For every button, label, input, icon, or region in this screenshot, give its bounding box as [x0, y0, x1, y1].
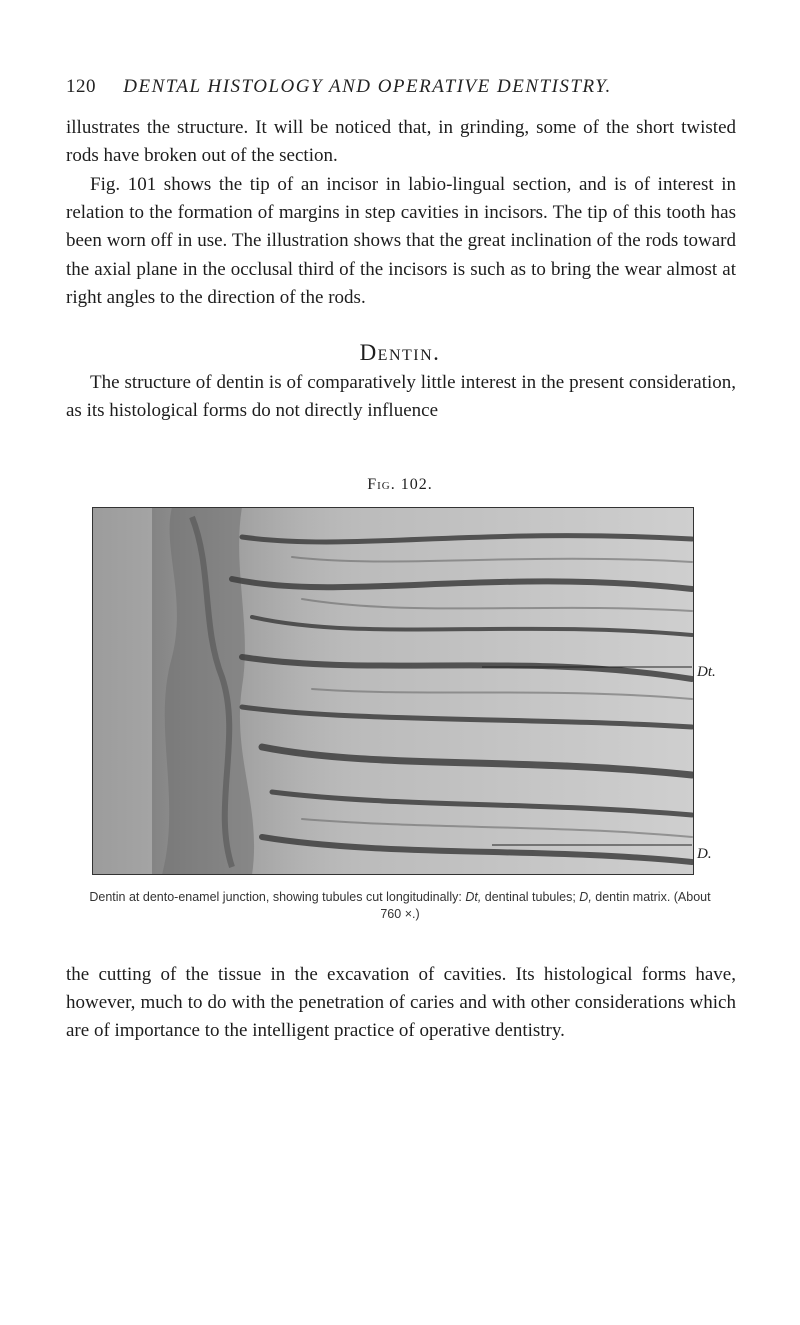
- caption-dt-abbr: Dt,: [465, 890, 482, 904]
- running-title: DENTAL HISTOLOGY AND OPERATIVE DENTISTRY.: [123, 76, 612, 97]
- paragraph-1: illustrates the structure. It will be noticed that, in grinding, some of the short twisted rods have broken out of the section.: [66, 117, 736, 167]
- paragraph-2: Fig. 101 shows the tip of an incisor in labio-lingual section, and is of interest in relation to the formation of margins in step cavities in incisors. The tip of this tooth has been worn off in use. The illustration shows that the great inclination of the rods toward the axial plane in the occlusal third of the incisors is such as to bring the wear almost at right angles to the direction of the rods.: [66, 174, 736, 308]
- paragraph-3: The structure of dentin is of comparatively little interest in the present consideration, as its histological forms do not directly influence: [66, 372, 736, 422]
- micrograph-image: [92, 507, 694, 875]
- annotation-dt: Dt.: [697, 664, 716, 680]
- running-header: [66, 76, 766, 98]
- caption-d-abbr: D,: [579, 890, 592, 904]
- section-heading: Dentin.: [359, 340, 441, 365]
- caption-text-1: Dentin at dento-enamel junction, showing tubules cut longitudinally:: [89, 890, 466, 904]
- caption-text-2: dentinal tubules;: [481, 890, 580, 904]
- micrograph-figure: [92, 507, 694, 875]
- annotation-d: D.: [697, 846, 712, 862]
- figure-caption: [84, 889, 716, 923]
- figure-label: Fig. 102.: [367, 476, 433, 493]
- paragraph-4: the cutting of the tissue in the excavation of cavities. Its histological forms have, however, much to do with the penetration of caries and with other considerations which are of importance to the intelligent practice of operative dentistry.: [66, 964, 736, 1042]
- page-number: 120: [66, 76, 96, 97]
- caption-text-3: dentin matrix. (About 760 ×.): [380, 890, 711, 921]
